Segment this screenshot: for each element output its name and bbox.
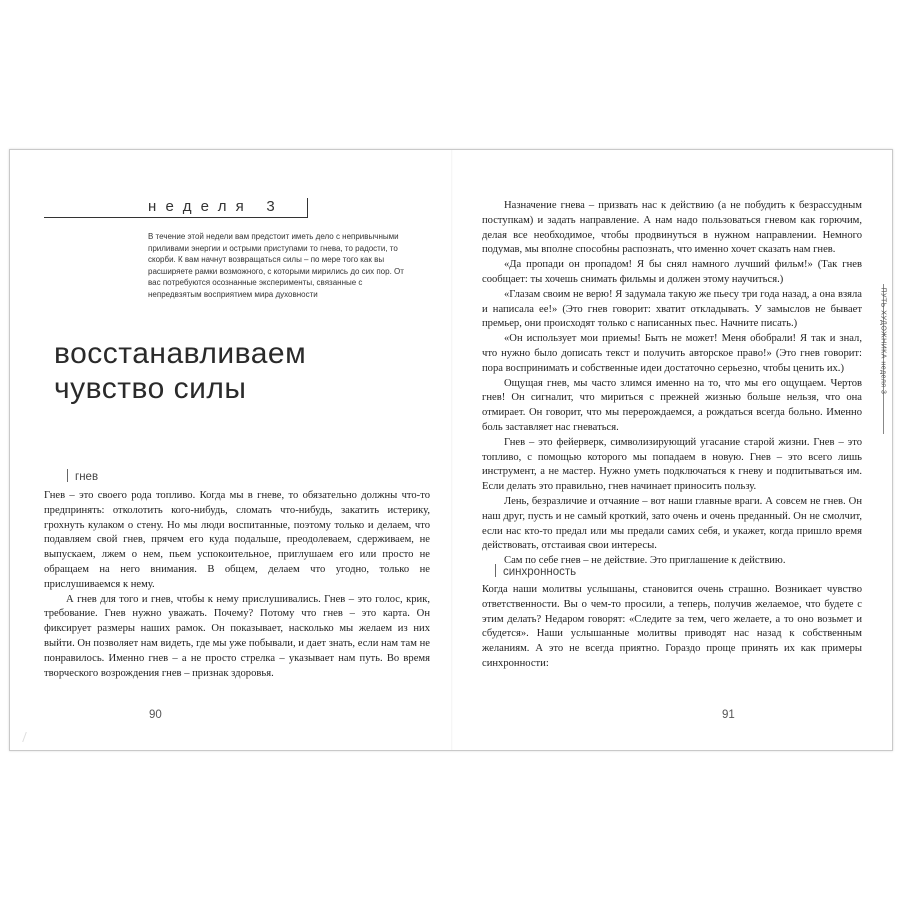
- paragraph: Лень, безразличие и отчаяние – вот наши главные враги. А совсем не гнев. Он наш друг, пусть и не самый кроткий, зато очень и очень преданный. Он не смолчит, если нас кто-то предал или мы предали самих себя, и укажет, когда пришло время действовать, отстаивая свои интересы.: [482, 495, 862, 552]
- running-head-text: ПУТЬ ХУДОЖНИКА неделя 3: [879, 287, 887, 395]
- chapter-title-line-2: чувство силы: [54, 372, 247, 405]
- week-heading-tick: [307, 198, 308, 218]
- section-label-synchronicity: [495, 564, 576, 578]
- chapter-title-line-1: восстанавливаем: [54, 337, 307, 370]
- week-heading: неделя 3: [148, 198, 284, 215]
- section-bar: [67, 469, 68, 482]
- paragraph: «Глазам своим не верю! Я задумала такую же пьесу три года назад, а она взяла и написала ее!» (Это гнев говорит: хватит откладывать. У замыслов не бывает премьер, они происходят только с написанных пьес. Начните писать.): [482, 288, 862, 330]
- running-head: [877, 284, 887, 434]
- page-number-left: 90: [149, 709, 162, 721]
- paragraph: Назначение гнева – призвать нас к действию (а не побудить к безрассудным поступкам) и задать направление. А нам надо пользоваться гневом как горючим, делая все необходимое, чтобы продвинуться в нужном направлении. Немного подумав, мы вполне способны распознать, что именно хочет сказать нам гнев.: [482, 200, 862, 256]
- paragraph: Ощущая гнев, мы часто злимся именно на то, что мы его ощущаем. Чертов гнев! Он сигналит, что мириться с прежней жизнью больше нельзя, что она отмирает. Он говорит, что мы перерождаемся, а рождаться всегда больно. Именно боль заставляет нас гневаться.: [482, 377, 862, 433]
- section-bar: [495, 564, 496, 577]
- paragraph: Гнев – это своего рода топливо. Когда мы в гневе, то обязательно должны что-то предпринять: отколотить кого-нибудь, сломать что-нибудь, закатить истерику, грохнуть кулаком о стену. Но мы люди воспитанные, поэтому только и делаем, что подавляем свой гнев, прячем его куда подальше, преодолеваем, сдерживаем, не выпускаем, лжем о нем, пьем успокоительное, приглушаем его или просто не обращаем на него внимания. В общем, делаем что угодно, только не прислушиваемся к нему.: [44, 490, 430, 590]
- page-number-right: 91: [722, 709, 735, 721]
- paragraph: Сам по себе гнев – не действие. Это приглашение к действию.: [504, 555, 786, 567]
- week-intro: В течение этой недели вам предстоит иметь дело с непривычными приливами энергии и острыми приступами то гнева, то радости, то скорби. К вам начнут возвращаться силы – по мере того как вы расширяете рамки возможного, с которыми мирились до сих пор. От вас потребуются осознанные эксперименты, связанные с непредвзятым восприятием мира духовности: [148, 232, 404, 299]
- section-label-text: синхронность: [503, 566, 577, 578]
- right-body-text-bottom: [482, 583, 862, 672]
- section-label-anger: [67, 469, 98, 483]
- corner-mark: [22, 732, 33, 742]
- paragraph: Гнев – это фейерверк, символизирующий угасание старой жизни. Гнев – это топливо, с помощью которого мы попадаем в новую. Гнев – это всего лишь инструмент, а не мастер. Нужно уметь подключаться к гневу и подпитываться им. Если делать это правильно, гнев начинает приносить пользу.: [482, 436, 862, 493]
- left-page: [10, 150, 451, 750]
- right-body-text: [482, 199, 862, 569]
- chapter-title: [54, 336, 384, 406]
- paragraph: Когда наши молитвы услышаны, становится очень страшно. Возникает чувство ответственности. Вы о чем-то просили, а теперь, получив желаемое, что будете с этим делать? Недаром говорят: «Следите за тем, чего желаете, а то оно возьмет и сбудется». Наши услышанные молитвы приводят нас назад к собственным желаниям. А это не всегда приятно. Гораздо проще принять их как примеры синхронности:: [482, 584, 862, 669]
- week-heading-rule: [44, 217, 308, 218]
- book-spread: [9, 149, 893, 751]
- paragraph: «Да пропади он пропадом! Я бы снял намного лучший фильм!» (Так гнев сообщает: ты хочешь снимать фильмы и должен этому научиться.): [482, 259, 862, 285]
- paragraph: «Он использует мои приемы! Быть не может! Меня обобрали! Я так и знал, что нужно было дописать текст и получить авторское право!» (Это гнев говорит: пора воспринимать и собственные идеи достаточно серьезно, чтобы ценить их.): [482, 333, 862, 374]
- right-page: [452, 150, 892, 750]
- paragraph: А гнев для того и гнев, чтобы к нему прислушивались. Гнев – это голос, крик, требование. Гнев нужно уважать. Почему? Потому что гнев – это карта. Он фиксирует размеры наших рамок. Он показывает, насколько мы желаем из них выйти. Он позволяет нам видеть, где мы уже побывали, и дает знать, если нам там не понравилось. Именно гнев – а не просто стрелка – указывает нам путь. Во время творческого возрождения гнев – признак здоровья.: [44, 593, 430, 679]
- section-label-text: гнев: [75, 471, 99, 483]
- left-body-text: [44, 489, 430, 681]
